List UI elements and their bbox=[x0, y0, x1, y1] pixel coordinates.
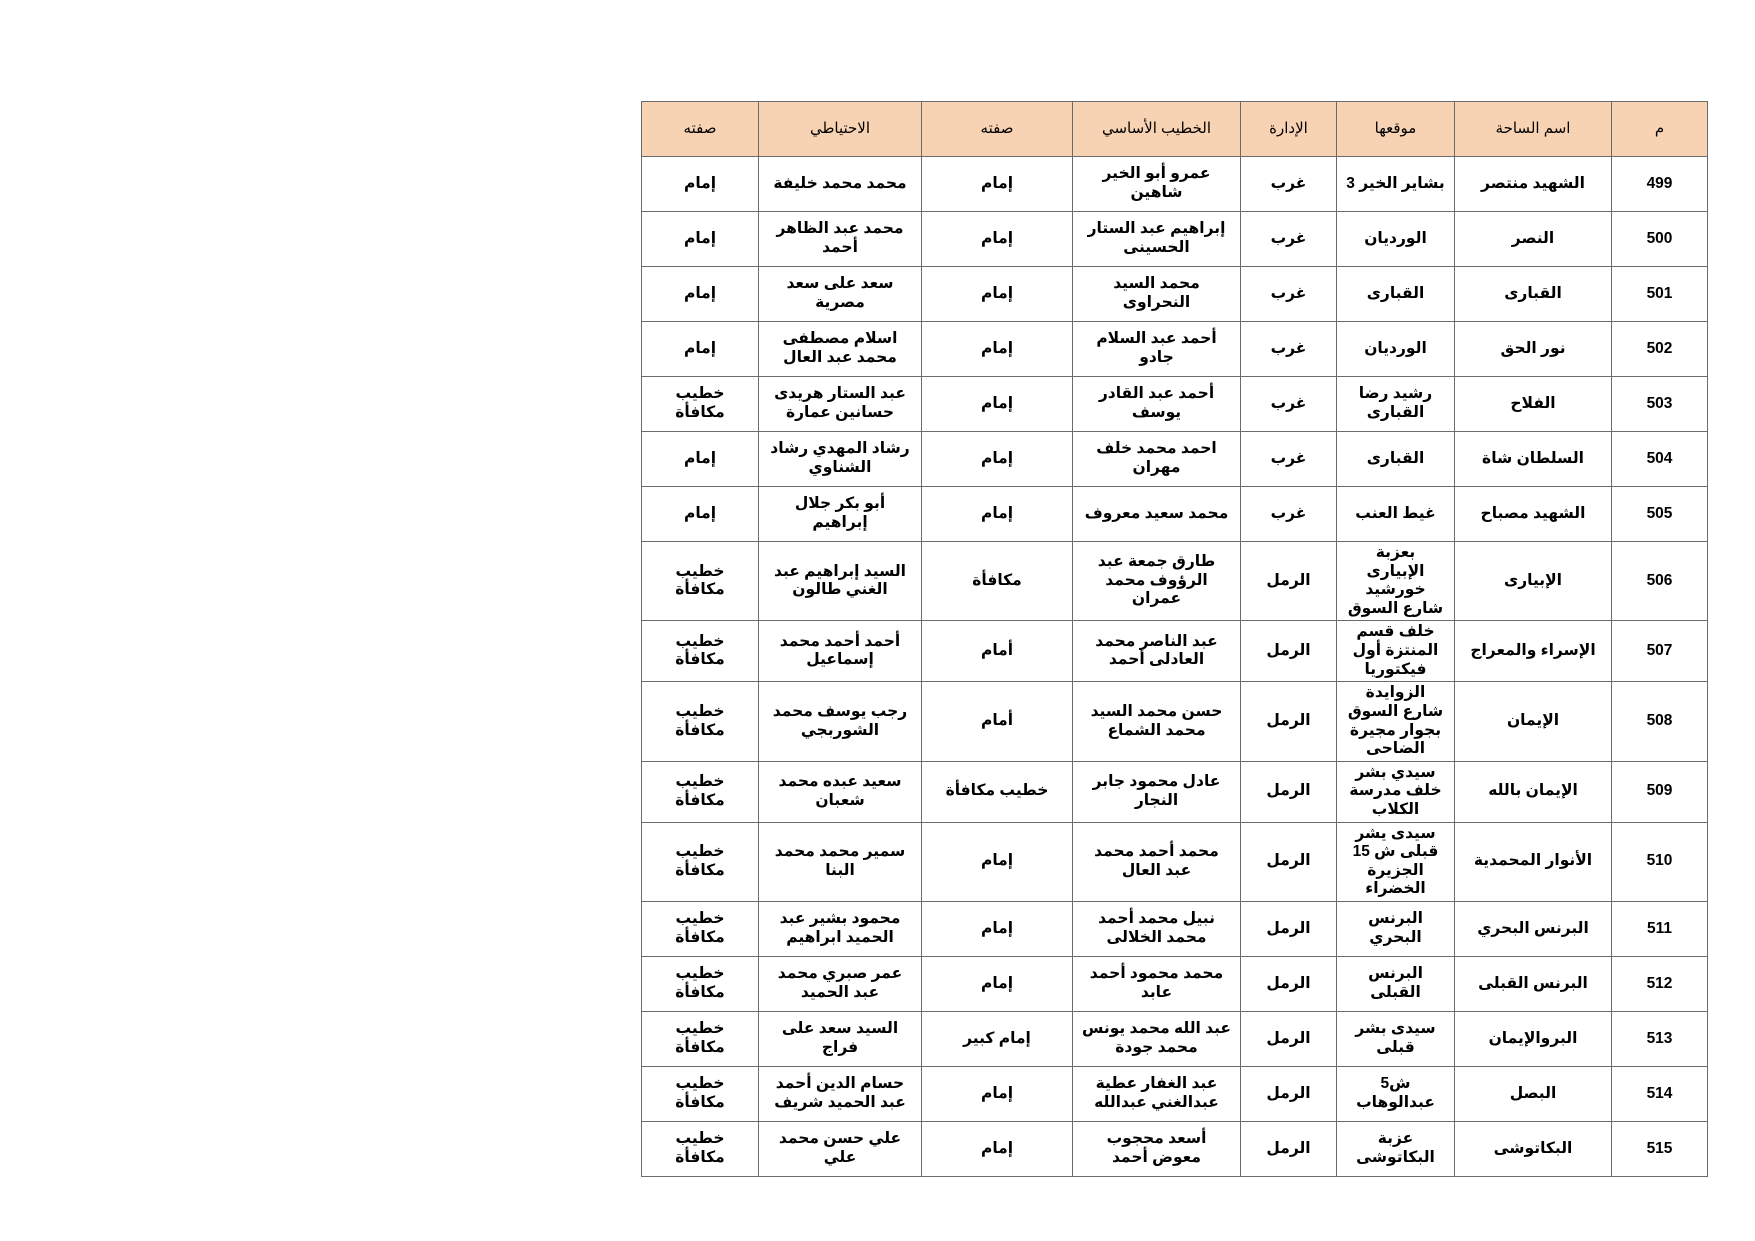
cell-main-preacher: إبراهيم عبد الستار الحسينى bbox=[1073, 212, 1241, 267]
cell-backup-preacher: أحمد أحمد محمد إسماعيل bbox=[759, 621, 922, 682]
cell-main-role: إمام كبير bbox=[922, 1011, 1073, 1066]
cell-station-name: الإبيارى bbox=[1455, 542, 1612, 621]
cell-backup-role: خطيب مكافأة bbox=[642, 542, 759, 621]
cell-location: سيدى يشر قبلى ش 15 الجزيرة الخضراء bbox=[1337, 822, 1455, 901]
cell-main-role: إمام bbox=[922, 956, 1073, 1011]
cell-location: بشاير الخير 3 bbox=[1337, 157, 1455, 212]
cell-station-name: الفلاح bbox=[1455, 377, 1612, 432]
cell-backup-preacher: عبد الستار هريدى حسانين عمارة bbox=[759, 377, 922, 432]
cell-main-role: إمام bbox=[922, 322, 1073, 377]
cell-administration: الرمل bbox=[1241, 956, 1337, 1011]
cell-backup-preacher: عمر صبري محمد عبد الحميد bbox=[759, 956, 922, 1011]
cell-number: 508 bbox=[1612, 682, 1708, 761]
cell-backup-role: خطيب مكافأة bbox=[642, 956, 759, 1011]
cell-main-preacher: عبد الناصر محمد العادلى أحمد bbox=[1073, 621, 1241, 682]
cell-main-role: أمام bbox=[922, 621, 1073, 682]
cell-main-preacher: محمد السيد النحراوى bbox=[1073, 267, 1241, 322]
table-row bbox=[642, 542, 1708, 621]
cell-station-name: القبارى bbox=[1455, 267, 1612, 322]
cell-backup-role: خطيب مكافأة bbox=[642, 822, 759, 901]
cell-backup-preacher: أبو بكر جلال إبراهيم bbox=[759, 487, 922, 542]
cell-administration: غرب bbox=[1241, 267, 1337, 322]
cell-backup-preacher: محمد عبد الظاهر أحمد bbox=[759, 212, 922, 267]
cell-main-preacher: احمد محمد خلف مهران bbox=[1073, 432, 1241, 487]
cell-main-preacher: محمد محمود أحمد عابد bbox=[1073, 956, 1241, 1011]
header-backup-role: صفته bbox=[642, 102, 759, 157]
cell-backup-preacher: سمير محمد محمد البنا bbox=[759, 822, 922, 901]
cell-station-name: الشهيد مصباح bbox=[1455, 487, 1612, 542]
cell-main-role: مكافأة bbox=[922, 542, 1073, 621]
cell-main-preacher: محمد أحمد محمد عبد العال bbox=[1073, 822, 1241, 901]
cell-location: غيط العنب bbox=[1337, 487, 1455, 542]
cell-station-name: البرنس البحري bbox=[1455, 901, 1612, 956]
cell-main-preacher: أحمد عبد القادر يوسف bbox=[1073, 377, 1241, 432]
cell-administration: غرب bbox=[1241, 432, 1337, 487]
table-row bbox=[642, 956, 1708, 1011]
cell-location: ش5 عبدالوهاب bbox=[1337, 1066, 1455, 1121]
cell-main-preacher: عبد الغفار عطية عبدالغني عبدالله bbox=[1073, 1066, 1241, 1121]
cell-administration: الرمل bbox=[1241, 901, 1337, 956]
cell-administration: الرمل bbox=[1241, 542, 1337, 621]
cell-backup-preacher: رشاد المهدي رشاد الشناوي bbox=[759, 432, 922, 487]
cell-main-preacher: أسعد محجوب معوض أحمد bbox=[1073, 1121, 1241, 1176]
table-row bbox=[642, 822, 1708, 901]
cell-location: الورديان bbox=[1337, 212, 1455, 267]
cell-administration: الرمل bbox=[1241, 682, 1337, 761]
cell-location: سيدي بشر خلف مدرسة الكلاب bbox=[1337, 761, 1455, 822]
cell-location: عزبة البكاتوشى bbox=[1337, 1121, 1455, 1176]
cell-main-role: إمام bbox=[922, 487, 1073, 542]
cell-main-role: إمام bbox=[922, 901, 1073, 956]
table-header-row bbox=[642, 102, 1708, 157]
table-row bbox=[642, 901, 1708, 956]
cell-backup-preacher: سعيد عبده محمد شعبان bbox=[759, 761, 922, 822]
cell-station-name: الإيمان bbox=[1455, 682, 1612, 761]
cell-number: 515 bbox=[1612, 1121, 1708, 1176]
cell-administration: غرب bbox=[1241, 157, 1337, 212]
cell-number: 503 bbox=[1612, 377, 1708, 432]
cell-number: 509 bbox=[1612, 761, 1708, 822]
table-row bbox=[642, 682, 1708, 761]
table-row bbox=[642, 377, 1708, 432]
cell-location: خلف قسم المنتزة أول فيكتوريا bbox=[1337, 621, 1455, 682]
table-row bbox=[642, 322, 1708, 377]
preachers-table bbox=[641, 101, 1708, 1177]
cell-station-name: النصر bbox=[1455, 212, 1612, 267]
cell-location: الزوايدة شارع السوق بجوار مجيرة الضاحى bbox=[1337, 682, 1455, 761]
cell-station-name: السلطان شاة bbox=[1455, 432, 1612, 487]
cell-main-preacher: طارق جمعة عبد الرؤوف محمد عمران bbox=[1073, 542, 1241, 621]
cell-number: 512 bbox=[1612, 956, 1708, 1011]
cell-station-name: الإسراء والمعراج bbox=[1455, 621, 1612, 682]
cell-main-preacher: نبيل محمد أحمد محمد الخلالى bbox=[1073, 901, 1241, 956]
table-row bbox=[642, 1011, 1708, 1066]
cell-location: الورديان bbox=[1337, 322, 1455, 377]
cell-main-preacher: حسن محمد السيد محمد الشماع bbox=[1073, 682, 1241, 761]
header-station-name: اسم الساحة bbox=[1455, 102, 1612, 157]
cell-administration: الرمل bbox=[1241, 1066, 1337, 1121]
cell-number: 507 bbox=[1612, 621, 1708, 682]
cell-backup-role: خطيب مكافأة bbox=[642, 377, 759, 432]
cell-administration: غرب bbox=[1241, 487, 1337, 542]
cell-administration: الرمل bbox=[1241, 621, 1337, 682]
cell-number: 504 bbox=[1612, 432, 1708, 487]
cell-backup-role: خطيب مكافأة bbox=[642, 1121, 759, 1176]
cell-administration: غرب bbox=[1241, 377, 1337, 432]
cell-administration: الرمل bbox=[1241, 761, 1337, 822]
cell-main-role: إمام bbox=[922, 267, 1073, 322]
header-main-role: صفته bbox=[922, 102, 1073, 157]
cell-backup-role: خطيب مكافأة bbox=[642, 1011, 759, 1066]
cell-backup-role: إمام bbox=[642, 432, 759, 487]
cell-administration: الرمل bbox=[1241, 822, 1337, 901]
cell-station-name: نور الحق bbox=[1455, 322, 1612, 377]
table-row bbox=[642, 157, 1708, 212]
cell-backup-preacher: السيد إبراهيم عبد الغني طالون bbox=[759, 542, 922, 621]
cell-main-role: إمام bbox=[922, 377, 1073, 432]
cell-station-name: البروالإيمان bbox=[1455, 1011, 1612, 1066]
cell-main-preacher: عمرو أبو الخير شاهين bbox=[1073, 157, 1241, 212]
cell-number: 506 bbox=[1612, 542, 1708, 621]
cell-administration: الرمل bbox=[1241, 1121, 1337, 1176]
cell-number: 510 bbox=[1612, 822, 1708, 901]
cell-backup-preacher: محمود بشير عبد الحميد ابراهيم bbox=[759, 901, 922, 956]
cell-station-name: البكاتوشى bbox=[1455, 1121, 1612, 1176]
cell-main-role: إمام bbox=[922, 157, 1073, 212]
cell-backup-role: خطيب مكافأة bbox=[642, 901, 759, 956]
cell-location: البرنس القبلى bbox=[1337, 956, 1455, 1011]
cell-station-name: الأنوار المحمدية bbox=[1455, 822, 1612, 901]
cell-backup-role: خطيب مكافأة bbox=[642, 761, 759, 822]
table-row bbox=[642, 432, 1708, 487]
table-row bbox=[642, 212, 1708, 267]
cell-station-name: الإيمان بالله bbox=[1455, 761, 1612, 822]
cell-backup-preacher: سعد على سعد مصرية bbox=[759, 267, 922, 322]
cell-main-role: إمام bbox=[922, 212, 1073, 267]
cell-administration: الرمل bbox=[1241, 1011, 1337, 1066]
table-row bbox=[642, 761, 1708, 822]
cell-backup-preacher: رجب يوسف محمد الشوربجي bbox=[759, 682, 922, 761]
cell-main-role: إمام bbox=[922, 432, 1073, 487]
cell-backup-role: إمام bbox=[642, 212, 759, 267]
cell-backup-preacher: السيد سعد على فراج bbox=[759, 1011, 922, 1066]
cell-main-role: إمام bbox=[922, 1066, 1073, 1121]
cell-number: 505 bbox=[1612, 487, 1708, 542]
cell-main-role: إمام bbox=[922, 822, 1073, 901]
cell-administration: غرب bbox=[1241, 322, 1337, 377]
cell-backup-role: إمام bbox=[642, 322, 759, 377]
cell-number: 514 bbox=[1612, 1066, 1708, 1121]
table-row bbox=[642, 1121, 1708, 1176]
cell-backup-role: إمام bbox=[642, 487, 759, 542]
header-backup-preacher: الاحتياطي bbox=[759, 102, 922, 157]
table-row bbox=[642, 267, 1708, 322]
cell-main-role: خطيب مكافأة bbox=[922, 761, 1073, 822]
cell-number: 501 bbox=[1612, 267, 1708, 322]
cell-main-role: إمام bbox=[922, 1121, 1073, 1176]
header-number: م bbox=[1612, 102, 1708, 157]
cell-main-preacher: عبد الله محمد يونس محمد جودة bbox=[1073, 1011, 1241, 1066]
cell-station-name: البرنس القبلى bbox=[1455, 956, 1612, 1011]
cell-backup-preacher: اسلام مصطفى محمد عبد العال bbox=[759, 322, 922, 377]
cell-location: القبارى bbox=[1337, 432, 1455, 487]
cell-number: 502 bbox=[1612, 322, 1708, 377]
cell-backup-preacher: محمد محمد خليفة bbox=[759, 157, 922, 212]
cell-station-name: البصل bbox=[1455, 1066, 1612, 1121]
cell-main-preacher: عادل محمود جابر النجار bbox=[1073, 761, 1241, 822]
header-location: موقعها bbox=[1337, 102, 1455, 157]
cell-main-preacher: محمد سعيد معروف bbox=[1073, 487, 1241, 542]
cell-location: القبارى bbox=[1337, 267, 1455, 322]
cell-main-preacher: أحمد عبد السلام جادو bbox=[1073, 322, 1241, 377]
cell-location: رشيد رضا القبارى bbox=[1337, 377, 1455, 432]
cell-backup-role: خطيب مكافأة bbox=[642, 1066, 759, 1121]
cell-number: 499 bbox=[1612, 157, 1708, 212]
table-body bbox=[642, 157, 1708, 1177]
cell-location: سيدى بشر قبلى bbox=[1337, 1011, 1455, 1066]
cell-backup-role: خطيب مكافأة bbox=[642, 621, 759, 682]
cell-main-role: أمام bbox=[922, 682, 1073, 761]
cell-station-name: الشهيد منتصر bbox=[1455, 157, 1612, 212]
cell-backup-role: خطيب مكافأة bbox=[642, 682, 759, 761]
cell-backup-role: إمام bbox=[642, 267, 759, 322]
cell-location: بعزبة الإبيارى خورشيد شارع السوق bbox=[1337, 542, 1455, 621]
table-row bbox=[642, 621, 1708, 682]
cell-backup-preacher: حسام الدين أحمد عبد الحميد شريف bbox=[759, 1066, 922, 1121]
header-main-preacher: الخطيب الأساسي bbox=[1073, 102, 1241, 157]
cell-number: 513 bbox=[1612, 1011, 1708, 1066]
header-administration: الإدارة bbox=[1241, 102, 1337, 157]
cell-backup-role: إمام bbox=[642, 157, 759, 212]
cell-number: 500 bbox=[1612, 212, 1708, 267]
cell-number: 511 bbox=[1612, 901, 1708, 956]
cell-administration: غرب bbox=[1241, 212, 1337, 267]
cell-location: البرنس البحري bbox=[1337, 901, 1455, 956]
table-row bbox=[642, 1066, 1708, 1121]
cell-backup-preacher: علي حسن محمد علي bbox=[759, 1121, 922, 1176]
table-row bbox=[642, 487, 1708, 542]
